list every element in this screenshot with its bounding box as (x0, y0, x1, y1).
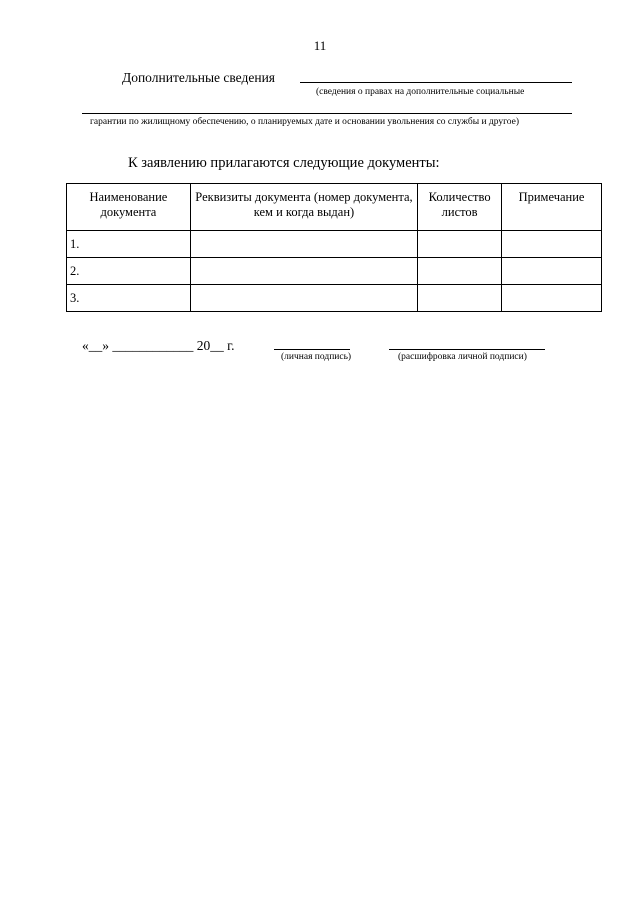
table-cell[interactable]: 2. (67, 258, 191, 285)
table-cell[interactable] (190, 231, 417, 258)
header-note: Примечание (502, 184, 602, 231)
additional-info-caption-1: (сведения о правах на дополнительные социальные (316, 87, 525, 97)
additional-info-caption-2: гарантии по жилищному обеспечению, о планируемых дате и основании увольнения со службы и другое) (90, 117, 520, 127)
page-number: 11 (313, 38, 327, 53)
table-cell[interactable] (190, 285, 417, 312)
table-cell[interactable] (190, 258, 417, 285)
signature-field[interactable] (274, 349, 350, 350)
additional-info-field[interactable] (300, 82, 572, 83)
header-sheet-count: Количество листов (418, 184, 502, 231)
table-header-row (67, 184, 602, 231)
attachments-heading: К заявлению прилагаются следующие документы: (128, 155, 440, 171)
table-cell[interactable] (502, 285, 602, 312)
table-cell[interactable] (502, 231, 602, 258)
additional-info-label: Дополнительные сведения (122, 70, 276, 85)
additional-info-field-2[interactable] (82, 113, 572, 114)
signature-decryption-field[interactable] (389, 349, 545, 350)
table-cell[interactable]: 3. (67, 285, 191, 312)
date-field[interactable]: «__» ____________ 20__ г. (82, 338, 235, 353)
table-row (67, 231, 602, 258)
table-cell[interactable] (502, 258, 602, 285)
table-row (67, 285, 602, 312)
table-row (67, 258, 602, 285)
table-cell[interactable] (418, 258, 502, 285)
documents-table (66, 183, 602, 312)
table-cell[interactable]: 1. (67, 231, 191, 258)
table-cell[interactable] (418, 285, 502, 312)
header-document-details: Реквизиты документа (номер документа, кем и когда выдан) (190, 184, 417, 231)
signature-caption: (личная подпись) (281, 352, 352, 362)
signature-decryption-caption: (расшифровка личной подписи) (398, 352, 527, 362)
table-cell[interactable] (418, 231, 502, 258)
header-document-name: Наименование документа (67, 184, 191, 231)
